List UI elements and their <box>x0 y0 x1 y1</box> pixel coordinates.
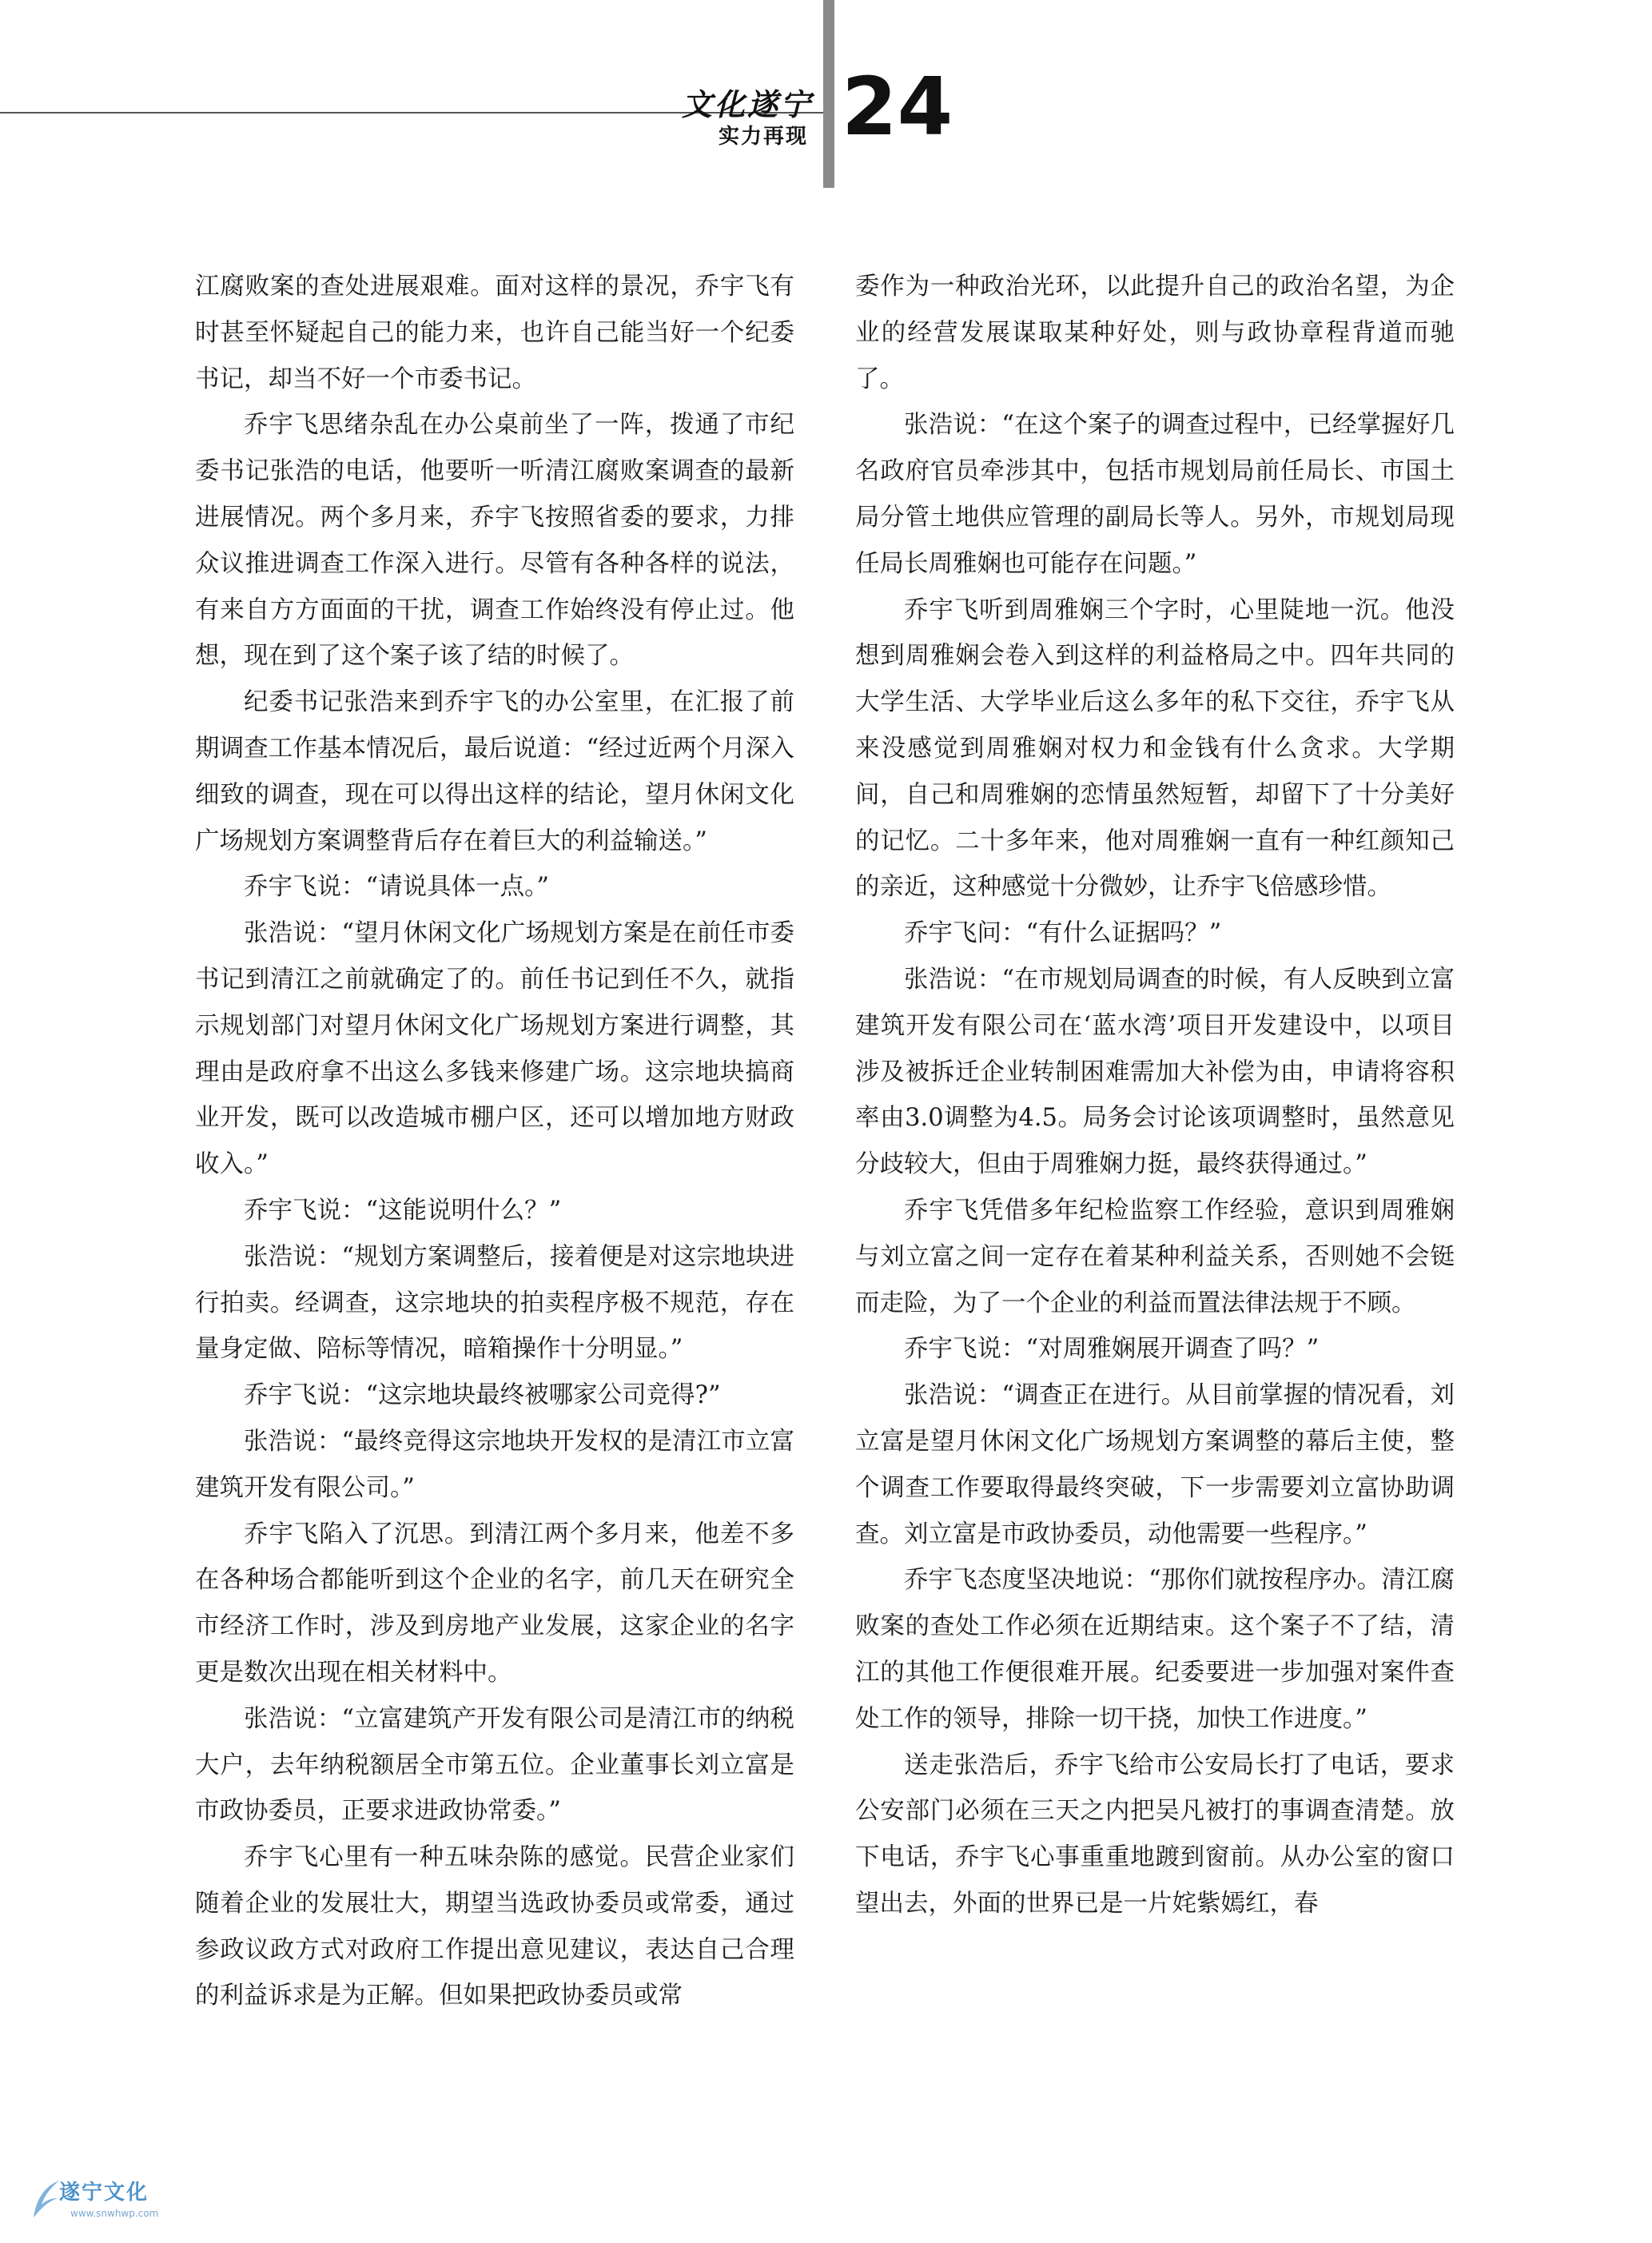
paragraph: 张浩说：“调查正在进行。从目前掌握的情况看，刘立富是望月休闲文化广场规划方案调整的幕后主使，整个调查工作要取得最终突破，下一步需要刘立富协助调查。刘立富是市政协委员，动他需要一些程序。” <box>855 1381 1455 1548</box>
paragraph: 送走张浩后，乔宇飞给市公安局长打了电话，要求公安部门必须在三天之内把吴凡被打的事调查清楚。放下电话，乔宇飞心事重重地踱到窗前。从办公室的窗口望出去，外面的世界已是一片姹紫嫣红，春 <box>855 1751 1455 1918</box>
wing-icon <box>30 2177 62 2225</box>
paragraph: 乔宇飞思绪杂乱在办公桌前坐了一阵，拨通了市纪委书记张浩的电话，他要听一听清江腐败案调查的最新进展情况。两个多月来，乔宇飞按照省委的要求，力排众议推进调查工作深入进行。尽管有各种各样的说法，有来自方方面面的干扰，调查工作始终没有停止过。他想，现在到了这个案子该了结的时候了。 <box>195 411 794 671</box>
section-title: 文化遂宁 <box>681 87 813 122</box>
header-bar <box>823 0 834 188</box>
paragraph: 乔宇飞说：“这宗地块最终被哪家公司竞得?” <box>244 1381 721 1410</box>
paragraph: 张浩说：“望月休闲文化广场规划方案是在前任市委书记到清江之前就确定了的。前任书记到任不久，就指示规划部门对望月休闲文化广场规划方案进行调整，其理由是政府拿不出这么多钱来修建广场。这宗地块搞商业开发，既可以改造城市棚户区，还可以增加地方财政收入。” <box>195 919 794 1179</box>
paragraph: 张浩说：“立富建筑产开发有限公司是清江市的纳税大户，去年纳税额居全市第五位。企业董事长刘立富是市政协委员，正要求进政协常委。” <box>195 1704 794 1826</box>
paragraph: 乔宇飞说：“这能说明什么？” <box>244 1196 562 1225</box>
paragraph: 乔宇飞态度坚决地说：“那你们就按程序办。清江腐败案的查处工作必须在近期结束。这个案子不了结，清江的其他工作便很难开展。纪委要进一步加强对案件查处工作的领导，排除一切干挠，加快工作进度。” <box>855 1566 1455 1733</box>
watermark-logo <box>30 2176 214 2232</box>
paragraph: 张浩说：“最终竞得这宗地块开发权的是清江市立富建筑开发有限公司。” <box>195 1427 794 1502</box>
paragraph: 乔宇飞陷入了沉思。到清江两个多月来，他差不多在各种场合都能听到这个企业的名字，前几天在研究全市经济工作时，涉及到房地产业发展，这家企业的名字更是数次出现在相关材料中。 <box>195 1520 794 1687</box>
paragraph: 乔宇飞说：“请说具体一点。” <box>244 873 549 902</box>
paragraph: 张浩说：“规划方案调整后，接着便是对这宗地块进行拍卖。经调查，这宗地块的拍卖程序极不规范，存在量身定做、陪标等情况，暗箱操作十分明显。” <box>195 1242 794 1364</box>
paragraph: 张浩说：“在市规划局调查的时候，有人反映到立富建筑开发有限公司在‘蓝水湾’项目开发建设中，以项目涉及被拆迁企业转制困难需加大补偿为由，申请将容积率由3.0调整为4.5。局务会讨论该项调整时，虽然意见分歧较大，但由于周雅娴力挺，最终获得通过。” <box>855 965 1455 1179</box>
page-number: 24 <box>842 60 953 153</box>
paragraph: 乔宇飞说：“对周雅娴展开调查了吗？” <box>904 1335 1320 1364</box>
paragraph: 乔宇飞心里有一种五味杂陈的感觉。民营企业家们随着企业的发展壮大，期望当选政协委员或常委，通过参政议政方式对政府工作提出意见建议，表达自己合理的利益诉求是为正解。但如果把政协委员或常 <box>195 1843 794 2010</box>
paragraph: 乔宇飞凭借多年纪检监察工作经验，意识到周雅娴与刘立富之间一定存在着某种利益关系，否则她不会铤而走险，为了一个企业的利益而置法律法规于不顾。 <box>855 1196 1455 1317</box>
paragraph: 张浩说：“在这个案子的调查过程中，已经掌握好几名政府官员牵涉其中，包括市规划局前任局长、市国土局分管土地供应管理的副局长等人。另外，市规划局现任局长周雅娴也可能存在问题。” <box>855 411 1455 578</box>
logo-text: 遂宁文化 <box>59 2181 149 2205</box>
paragraph: 乔宇飞问：“有什么证据吗？” <box>904 919 1222 948</box>
paragraph: 乔宇飞听到周雅娴三个字时，心里陡地一沉。他没想到周雅娴会卷入到这样的利益格局之中。四年共同的大学生活、大学毕业后这么多年的私下交往，乔宇飞从来没感觉到周雅娴对权力和金钱有什么贪求。大学期间，自己和周雅娴的恋情虽然短暂，却留下了十分美好的记忆。二十多年来，他对周雅娴一直有一种红颜知己的亲近，这种感觉十分微妙，让乔宇飞倍感珍惜。 <box>855 596 1455 902</box>
paragraph: 委作为一种政治光环，以此提升自己的政治名望，为企业的经营发展谋取某种好处，则与政协章程背道而驰了。 <box>855 273 1455 393</box>
paragraph: 江腐败案的查处进展艰难。面对这样的景况，乔宇飞有时甚至怀疑起自己的能力来，也许自己能当好一个纪委书记，却当不好一个市委书记。 <box>195 273 794 393</box>
subsection-title: 实力再现 <box>718 125 808 149</box>
logo-url: www.snwhwp.com <box>70 2208 159 2219</box>
right-column <box>855 264 1455 1927</box>
left-column <box>195 264 794 2019</box>
paragraph: 纪委书记张浩来到乔宇飞的办公室里，在汇报了前期调查工作基本情况后，最后说道：“经过近两个月深入细致的调查，现在可以得出这样的结论，望月休闲文化广场规划方案调整背后存在着巨大的利益输送。” <box>195 688 794 855</box>
